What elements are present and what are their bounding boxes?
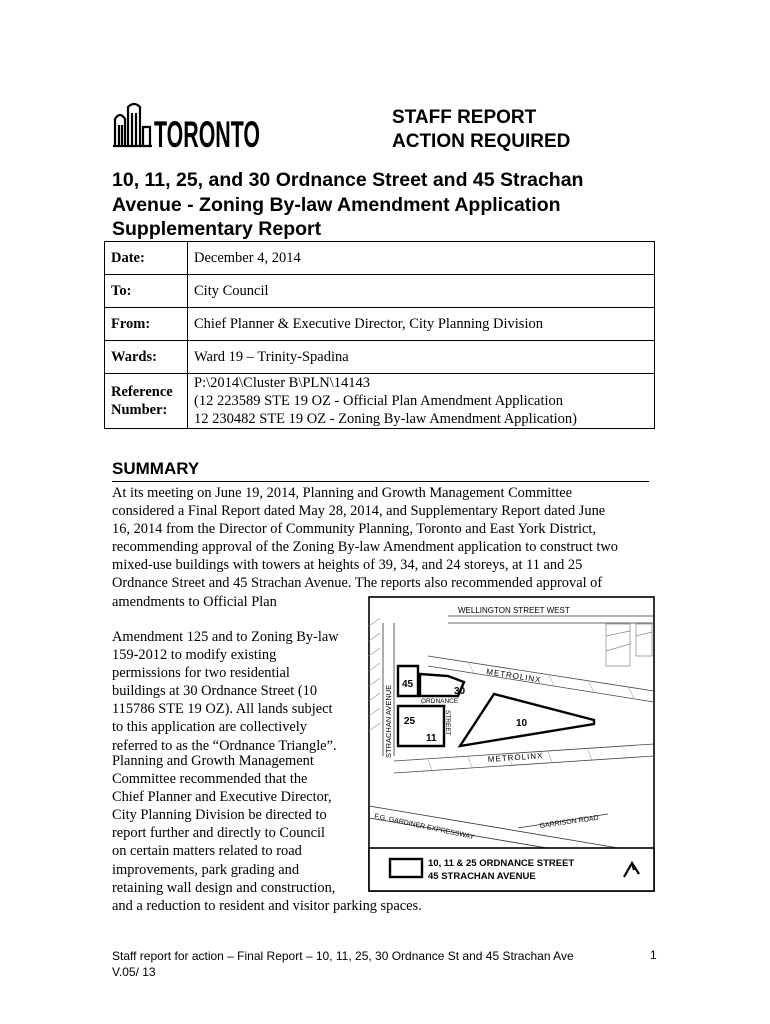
label-gardiner: F.G. GARDINER EXPRESSWAY xyxy=(373,813,475,842)
label-wellington: WELLINGTON STREET WEST xyxy=(458,606,570,615)
title-line3: Supplementary Report xyxy=(112,218,322,240)
text-line: referred to as the “Ordnance Triangle”. xyxy=(112,737,337,754)
text-line: recommending approval of the Zoning By-law Amendment application to construct two xyxy=(112,539,618,556)
legend-line2: 45 STRACHAN AVENUE xyxy=(428,871,536,882)
label-garrison: GARRISON ROAD xyxy=(539,814,600,830)
report-type xyxy=(392,106,570,154)
location-map xyxy=(368,596,655,892)
reference-line: (12 223589 STE 19 OZ - Official Plan Amendment Application xyxy=(194,393,564,409)
label-strachan: STRACHAN AVENUE xyxy=(384,684,393,758)
reference-line: 12 230482 STE 19 OZ - Zoning By-law Amendment Application) xyxy=(194,411,577,427)
text-line: report further and directly to Council xyxy=(112,825,325,842)
report-type-line1: STAFF REPORT xyxy=(392,107,537,128)
footer-text: Staff report for action – Final Report – 10, 11, 25, 30 Ordnance St and 45 Strachan Ave xyxy=(112,949,574,963)
text-line: At its meeting on June 19, 2014, Planning and Growth Management Committee xyxy=(112,485,573,501)
summary-heading: SUMMARY xyxy=(112,459,200,478)
summary-divider xyxy=(112,481,649,482)
text-line: retaining wall design and construction, xyxy=(112,879,336,896)
report-title xyxy=(112,168,632,242)
text-line: Amendment 125 and to Zoning By-law xyxy=(112,629,339,645)
logo-wordmark: TORONTO xyxy=(154,114,260,155)
map-legend xyxy=(369,848,654,891)
summary-paragraph-1-wrap xyxy=(112,628,339,755)
page-footer xyxy=(112,948,574,980)
text-line: to this application are collectively xyxy=(112,719,308,736)
parcel-25-label: 25 xyxy=(404,716,416,727)
from-value: Chief Planner & Executive Director, City Planning Division xyxy=(188,308,655,341)
text-line: improvements, park grading and xyxy=(112,861,300,878)
text-line: City Planning Division be directed to xyxy=(112,807,327,824)
text-line: buildings at 30 Ordnance Street (10 xyxy=(112,683,318,700)
title-line2: Avenue - Zoning By-law Amendment Application xyxy=(112,193,561,216)
meta-row-from xyxy=(105,308,655,341)
text-line: considered a Final Report dated May 28, 2014, and Supplementary Report dated June xyxy=(112,503,606,520)
legend-line1: 10, 11 & 25 ORDNANCE STREET xyxy=(428,858,575,869)
meta-row-reference xyxy=(105,374,655,429)
text-line: 16, 2014 from the Director of Community Planning, Toronto and East York District, xyxy=(112,521,596,538)
summary-paragraph-1 xyxy=(112,484,618,611)
from-label: From: xyxy=(105,308,188,341)
reference-label-line1: Reference xyxy=(111,384,173,400)
label-metrolinx-2: METROLINX xyxy=(487,751,544,764)
wards-value: Ward 19 – Trinity-Spadina xyxy=(188,341,655,374)
footer-version: V.05/ 13 xyxy=(112,965,156,979)
reference-value xyxy=(188,374,655,429)
parcel-10-label: 10 xyxy=(516,718,528,729)
text-line: permissions for two residential xyxy=(112,665,290,682)
text-line: mixed-use buildings with towers at heights of 39, 34, and 24 storeys, at 11 and 25 xyxy=(112,557,583,574)
parcel-30-label: 30 xyxy=(454,686,466,697)
to-label: To: xyxy=(105,275,188,308)
label-street: STREET xyxy=(444,710,451,736)
text-line: 115786 STE 19 OZ). All lands subject xyxy=(112,701,333,718)
toronto-logo xyxy=(112,101,262,155)
wards-label: Wards: xyxy=(105,341,188,374)
text-line: Committee recommended that the xyxy=(112,771,308,788)
map-graphic xyxy=(368,596,655,892)
text-line: amendments to Official Plan xyxy=(112,593,277,610)
text-line: Ordnance Street and 45 Strachan Avenue. The reports also recommended approval of xyxy=(112,575,603,592)
reference-label-line2: Number: xyxy=(111,402,168,418)
meta-row-wards xyxy=(105,341,655,374)
meta-row-to xyxy=(105,275,655,308)
label-metrolinx-1: METROLINX xyxy=(485,667,543,685)
meta-row-date xyxy=(105,242,655,275)
parcel-11-label: 11 xyxy=(426,733,437,744)
text-line: 159-2012 to modify existing xyxy=(112,647,277,664)
text-line: Chief Planner and Executive Director, xyxy=(112,789,332,806)
text-line: and a reduction to resident and visitor parking spaces. xyxy=(112,897,422,914)
text-line: on certain matters related to road xyxy=(112,843,302,860)
reference-line: P:\2014\Cluster B\PLN\14143 xyxy=(194,375,371,391)
date-label: Date: xyxy=(105,242,188,275)
title-line1: 10, 11, 25, and 30 Ordnance Street and 45 Strachan xyxy=(112,169,584,191)
label-ordnance: ORDNANCE xyxy=(421,698,459,705)
date-value: December 4, 2014 xyxy=(188,242,655,275)
report-type-line2: ACTION REQUIRED xyxy=(392,131,571,152)
to-value: City Council xyxy=(188,275,655,308)
city-hall-icon xyxy=(112,101,262,155)
reference-label xyxy=(105,374,188,429)
report-meta-table xyxy=(104,241,655,429)
page-number: 1 xyxy=(650,948,657,962)
text-line: Planning and Growth Management xyxy=(112,753,314,769)
parcel-45-label: 45 xyxy=(402,679,414,690)
